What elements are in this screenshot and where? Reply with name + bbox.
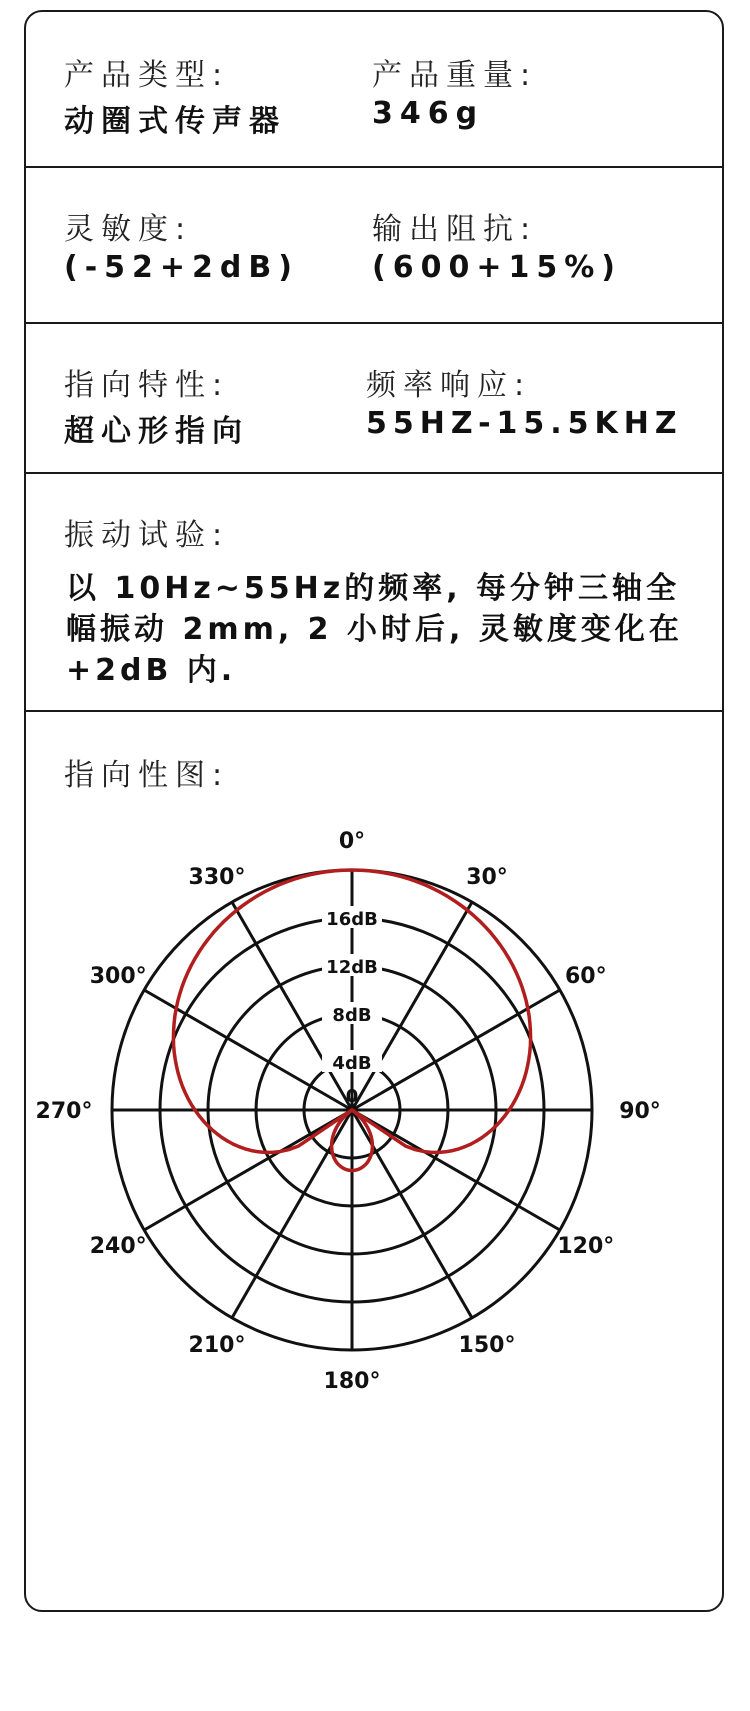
ring-label: 16dB (326, 909, 378, 930)
angle-label: 150° (458, 1332, 516, 1358)
product-type-label: 产品类型: (64, 58, 230, 93)
ring-label: 12dB (326, 957, 378, 978)
polar-spoke (232, 1110, 352, 1318)
angle-label: 270° (35, 1099, 93, 1124)
polar-pattern-label: 指向性图: (64, 758, 230, 793)
sensitivity-label: 灵敏度: (64, 212, 193, 247)
polar-pattern-diagram (26, 710, 722, 1600)
polar-spoke (352, 1110, 472, 1318)
angle-label: 330° (188, 865, 246, 891)
vibration-test-label: 振动试验: (64, 518, 230, 553)
impedance-label: 输出阻抗: (372, 212, 538, 247)
spec-row-type-weight (26, 12, 722, 176)
center-label: 0 (345, 1086, 359, 1107)
directivity-value: 超心形指向 (64, 414, 249, 449)
spec-row-directivity-frequency (26, 322, 722, 472)
polar-pattern-section (26, 710, 722, 1600)
angle-label: 210° (188, 1332, 246, 1358)
polar-spoke (352, 1110, 560, 1230)
vibration-test-text: 以 10Hz~55Hz的频率, 每分钟三轴全幅振动 2mm, 2 小时后, 灵敏度变化在+2dB 内. (66, 571, 683, 688)
angle-label: 300° (89, 964, 147, 989)
vibration-test-section (26, 472, 722, 710)
product-type-value: 动圈式传声器 (64, 104, 286, 139)
angle-label: 90° (619, 1099, 661, 1124)
sensitivity-value: (-52+2dB) (64, 250, 299, 285)
product-weight-label: 产品重量: (372, 58, 538, 93)
angle-label: 0° (338, 829, 366, 854)
impedance-value: (600+15%) (372, 250, 622, 285)
frequency-response-value: 55HZ-15.5KHZ (366, 406, 683, 441)
ring-label: 4dB (332, 1053, 372, 1074)
spec-card (24, 10, 724, 1612)
directivity-label: 指向特性: (64, 368, 230, 403)
product-weight-value: 346g (372, 96, 485, 131)
angle-label: 60° (565, 964, 607, 989)
frequency-response-label: 频率响应: (366, 368, 532, 403)
angle-label: 180° (323, 1369, 381, 1394)
ring-label: 8dB (332, 1005, 372, 1026)
angle-label: 240° (89, 1234, 147, 1259)
polar-spoke (144, 1110, 352, 1230)
spec-row-sensitivity-impedance (26, 166, 722, 322)
angle-label: 30° (466, 865, 508, 891)
angle-label: 120° (557, 1234, 615, 1259)
